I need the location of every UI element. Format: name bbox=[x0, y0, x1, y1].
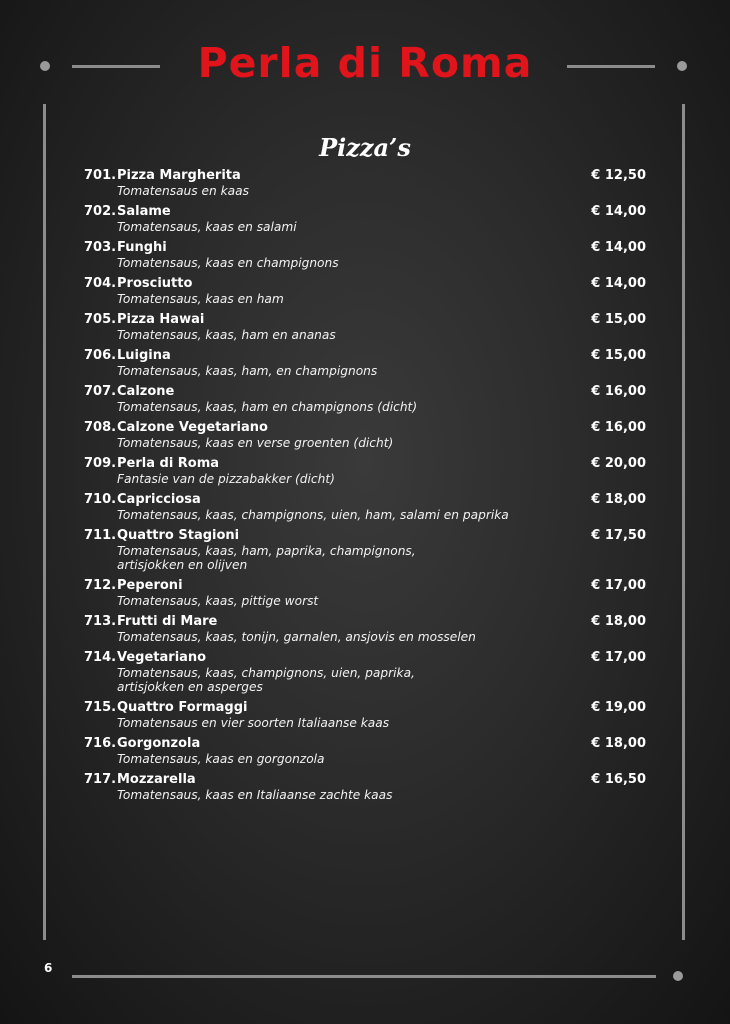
item-number: 708. bbox=[84, 420, 117, 435]
item-description: Tomatensaus, kaas en ham bbox=[117, 292, 284, 306]
frame-right-line bbox=[682, 104, 685, 940]
item-number: 701. bbox=[84, 168, 117, 183]
item-name: Quattro Formaggi bbox=[117, 700, 248, 715]
menu-item bbox=[84, 275, 646, 306]
item-price: € 16,00 bbox=[591, 384, 646, 399]
item-number: 713. bbox=[84, 614, 117, 629]
menu-item bbox=[84, 419, 646, 450]
item-number: 717. bbox=[84, 772, 117, 787]
item-name: Vegetariano bbox=[117, 650, 207, 665]
item-price: € 17,00 bbox=[591, 650, 646, 665]
item-name: Quattro Stagioni bbox=[117, 528, 240, 543]
item-description: Tomatensaus, kaas, champignons, uien, paprika, bbox=[117, 666, 415, 680]
menu-item bbox=[84, 455, 646, 486]
item-price: € 18,00 bbox=[591, 614, 646, 629]
item-price: € 14,00 bbox=[591, 276, 646, 291]
item-price: € 17,50 bbox=[591, 528, 646, 543]
menu-item bbox=[84, 771, 646, 802]
item-name: Prosciutto bbox=[117, 276, 193, 291]
menu-item bbox=[84, 347, 646, 378]
item-price: € 15,00 bbox=[591, 312, 646, 327]
item-number: 706. bbox=[84, 348, 117, 363]
menu-item bbox=[84, 311, 646, 342]
item-number: 705. bbox=[84, 312, 117, 327]
item-name: Luigina bbox=[117, 348, 171, 363]
item-number: 709. bbox=[84, 456, 117, 471]
item-description: Tomatensaus en vier soorten Italiaanse kaas bbox=[117, 716, 390, 730]
item-description: Tomatensaus, kaas, pittige worst bbox=[117, 594, 319, 608]
item-price: € 15,00 bbox=[591, 348, 646, 363]
menu-item bbox=[84, 203, 646, 234]
item-price: € 14,00 bbox=[591, 204, 646, 219]
item-price: € 16,00 bbox=[591, 420, 646, 435]
item-price: € 17,00 bbox=[591, 578, 646, 593]
menu-item bbox=[84, 735, 646, 766]
footer-rule bbox=[72, 975, 656, 978]
menu-item bbox=[84, 649, 646, 694]
item-number: 715. bbox=[84, 700, 117, 715]
item-number: 711. bbox=[84, 528, 117, 543]
menu-item bbox=[84, 699, 646, 730]
item-name: Pizza Margherita bbox=[117, 168, 241, 183]
item-description-line2: artisjokken en asperges bbox=[117, 680, 263, 694]
menu-item bbox=[84, 239, 646, 270]
item-description: Tomatensaus, kaas, tonijn, garnalen, ansjovis en mosselen bbox=[117, 630, 476, 644]
item-name: Calzone Vegetariano bbox=[117, 420, 268, 435]
item-price: € 12,50 bbox=[591, 168, 646, 183]
item-name: Calzone bbox=[117, 384, 175, 399]
restaurant-title: Perla di Roma bbox=[197, 39, 533, 87]
item-number: 704. bbox=[84, 276, 117, 291]
item-description: Tomatensaus, kaas en champignons bbox=[117, 256, 339, 270]
item-name: Perla di Roma bbox=[117, 456, 220, 471]
item-description: Tomatensaus, kaas en salami bbox=[117, 220, 297, 234]
menu-item bbox=[84, 613, 646, 644]
item-description: Tomatensaus, kaas, champignons, uien, ham, salami en paprika bbox=[117, 508, 509, 522]
item-description: Tomatensaus, kaas, ham, en champignons bbox=[117, 364, 378, 378]
item-name: Mozzarella bbox=[117, 772, 196, 787]
item-description: Tomatensaus, kaas, ham en champignons (dicht) bbox=[117, 400, 418, 414]
section-title: Pizza’s bbox=[319, 133, 411, 162]
item-name: Salame bbox=[117, 204, 171, 219]
item-name: Frutti di Mare bbox=[117, 614, 218, 629]
item-description: Tomatensaus, kaas en gorgonzola bbox=[117, 752, 325, 766]
item-description: Tomatensaus, kaas, ham en ananas bbox=[117, 328, 336, 342]
item-description-line2: artisjokken en olijven bbox=[117, 558, 248, 572]
item-description: Tomatensaus en kaas bbox=[117, 184, 249, 198]
item-number: 707. bbox=[84, 384, 117, 399]
menu-list bbox=[84, 167, 646, 807]
item-price: € 20,00 bbox=[591, 456, 646, 471]
item-price: € 14,00 bbox=[591, 240, 646, 255]
item-number: 710. bbox=[84, 492, 117, 507]
item-price: € 18,00 bbox=[591, 736, 646, 751]
footer-right-dot bbox=[673, 971, 683, 981]
menu-item bbox=[84, 577, 646, 608]
menu-item bbox=[84, 383, 646, 414]
item-name: Pizza Hawai bbox=[117, 312, 205, 327]
item-price: € 16,50 bbox=[591, 772, 646, 787]
item-description: Tomatensaus, kaas en Italiaanse zachte kaas bbox=[117, 788, 393, 802]
item-price: € 19,00 bbox=[591, 700, 646, 715]
menu-item bbox=[84, 491, 646, 522]
item-description: Fantasie van de pizzabakker (dicht) bbox=[117, 472, 335, 486]
header-right-rule bbox=[567, 65, 655, 68]
item-number: 703. bbox=[84, 240, 117, 255]
item-price: € 18,00 bbox=[591, 492, 646, 507]
header-right-dot bbox=[677, 61, 687, 71]
item-name: Funghi bbox=[117, 240, 167, 255]
item-number: 712. bbox=[84, 578, 117, 593]
item-name: Capricciosa bbox=[117, 492, 201, 507]
item-name: Peperoni bbox=[117, 578, 183, 593]
page-number: 6 bbox=[44, 961, 53, 975]
item-number: 716. bbox=[84, 736, 117, 751]
item-number: 714. bbox=[84, 650, 117, 665]
item-name: Gorgonzola bbox=[117, 736, 201, 751]
item-number: 702. bbox=[84, 204, 117, 219]
menu-item bbox=[84, 167, 646, 198]
menu-item bbox=[84, 527, 646, 572]
item-description: Tomatensaus, kaas en verse groenten (dicht) bbox=[117, 436, 394, 450]
frame-left-line bbox=[43, 104, 46, 940]
item-description: Tomatensaus, kaas, ham, paprika, champignons, bbox=[117, 544, 416, 558]
